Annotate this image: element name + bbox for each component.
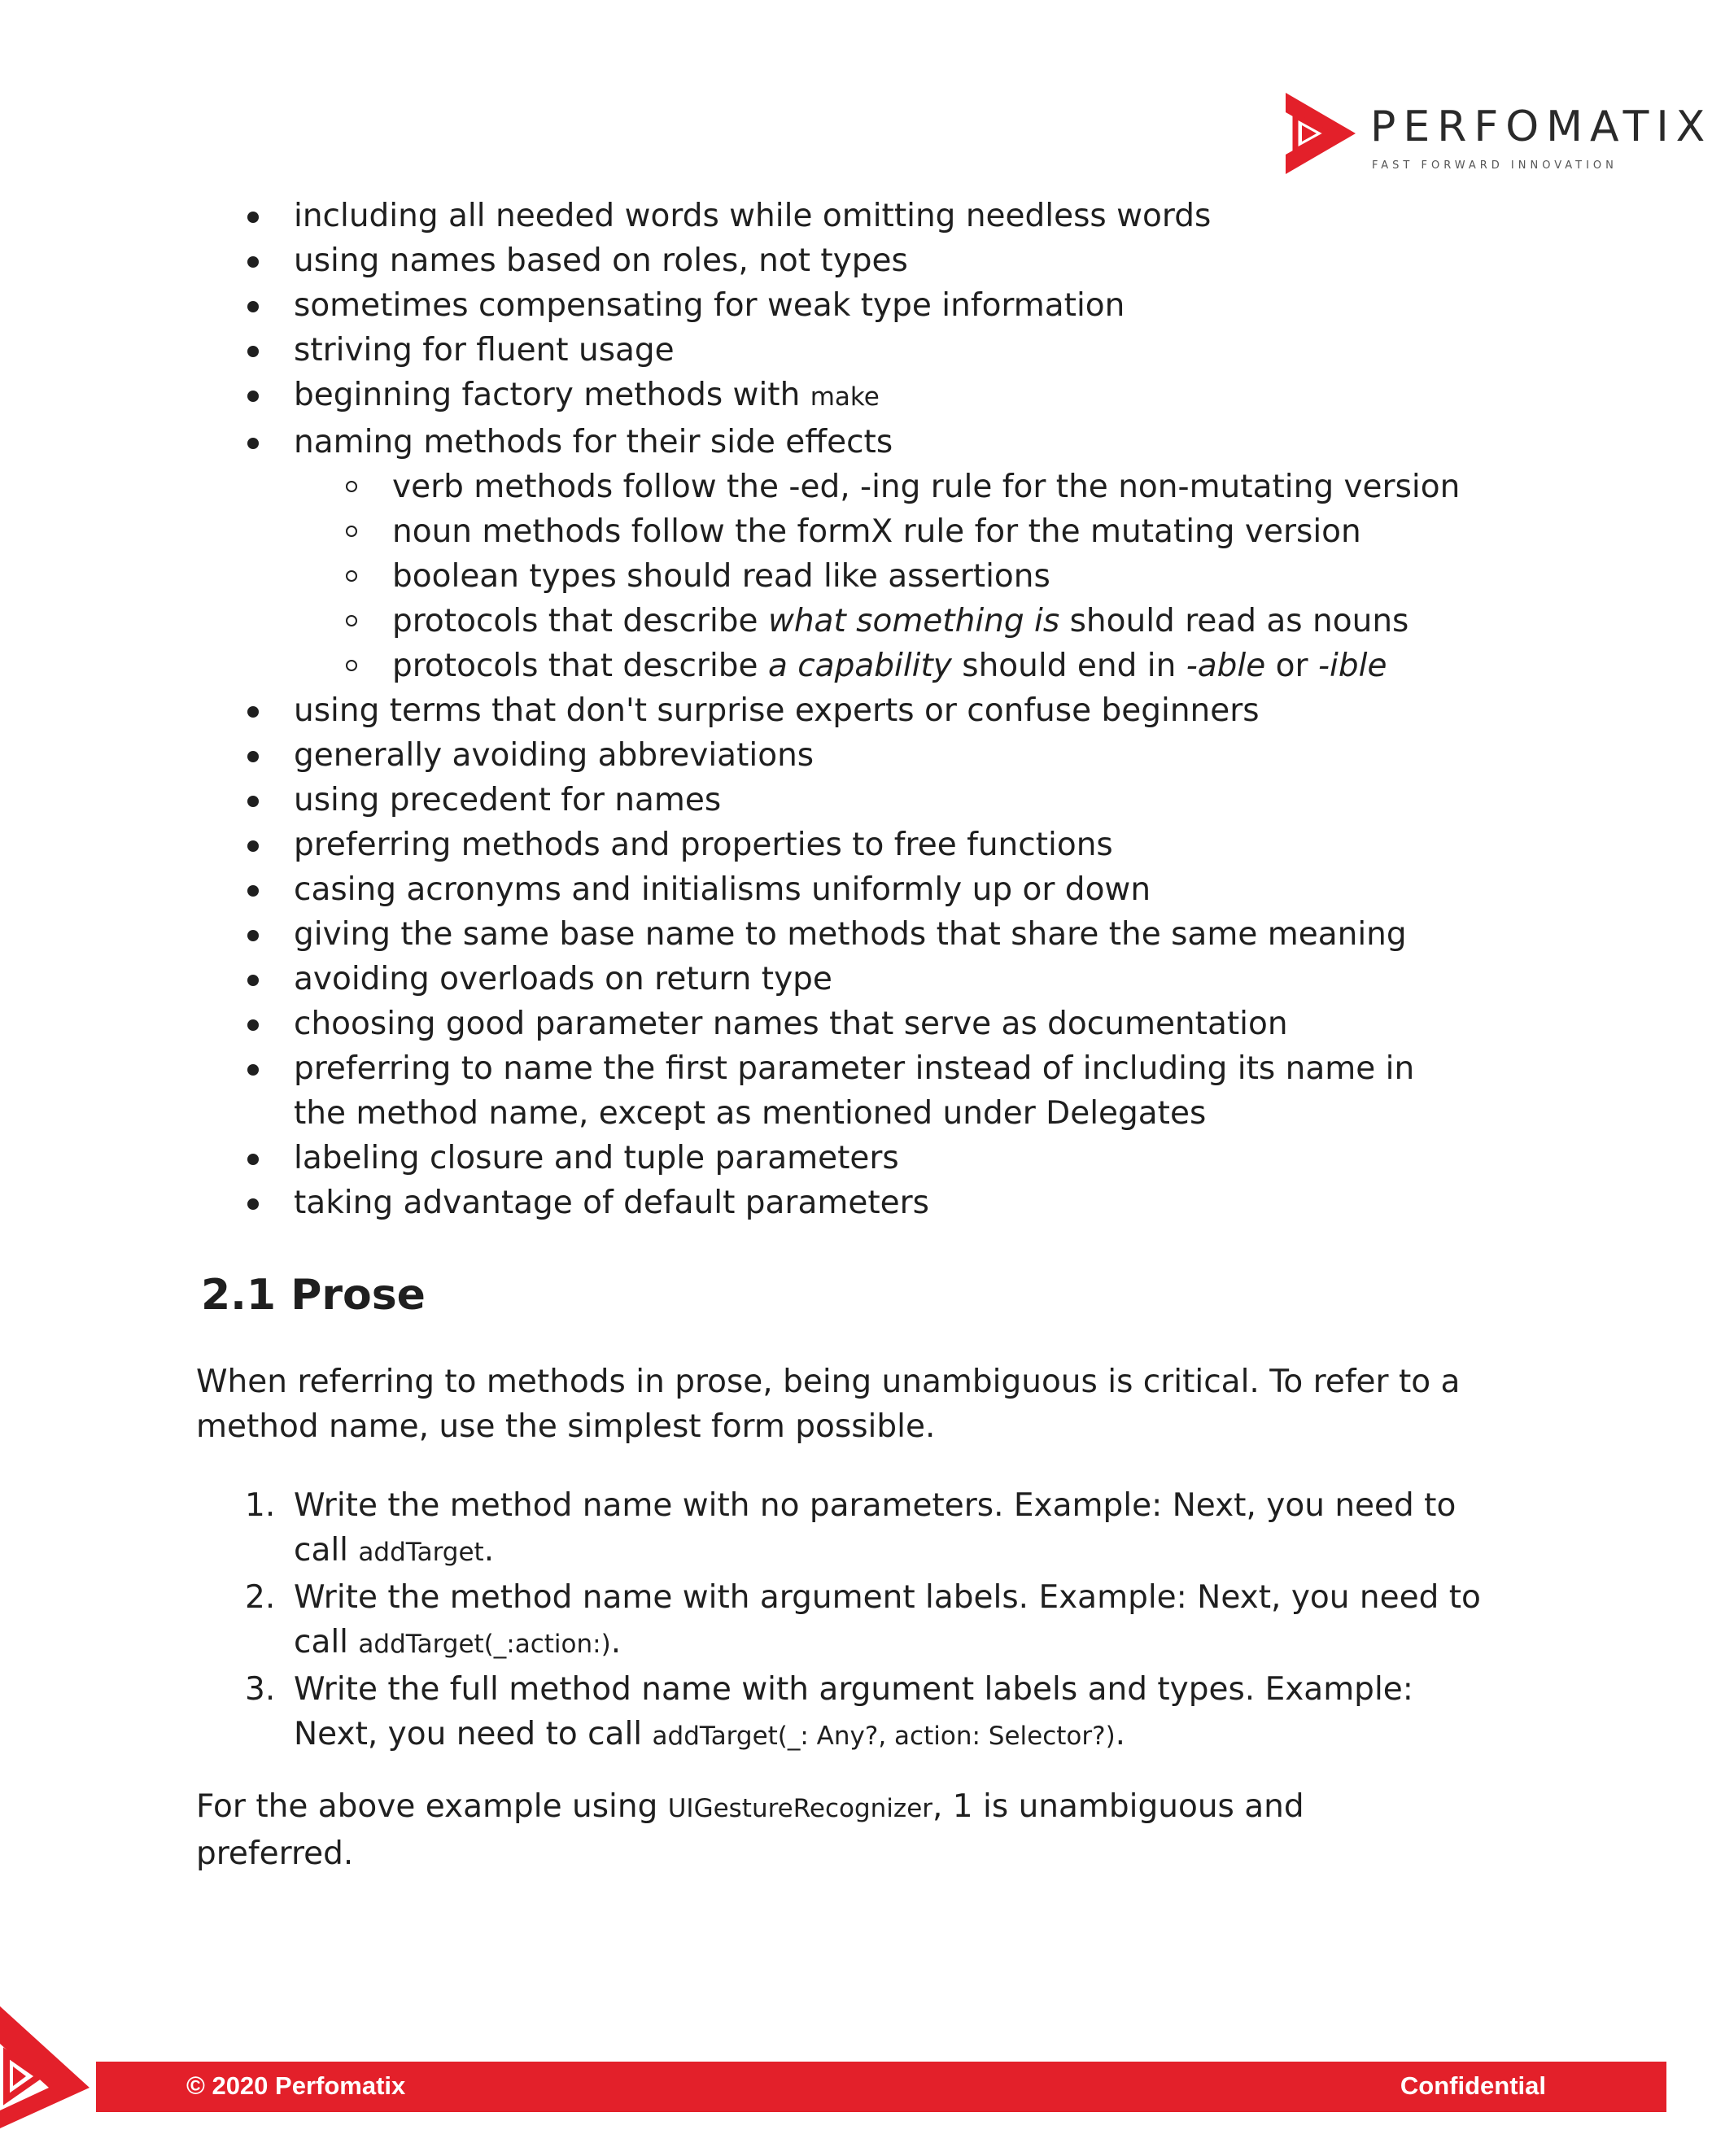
list-item <box>0 373 1546 420</box>
inline-code: addTarget(_:action:) <box>358 1630 611 1659</box>
section-heading: 2.1 Prose <box>201 1271 426 1320</box>
sub-item-text: should read as nouns <box>1059 603 1409 639</box>
list-item: using precedent for names <box>0 778 1546 823</box>
emphasis-text: what something is <box>767 603 1060 639</box>
section-closing <box>196 1784 1465 1876</box>
page-footer <box>0 2006 1666 2128</box>
list-item <box>0 420 1546 688</box>
list-item-text: naming methods for their side effects <box>294 424 893 460</box>
list-item: striving for fluent usage <box>0 328 1546 373</box>
sub-list-item <box>0 599 1546 644</box>
list-item: preferring to name the first parameter instead of including its name in the method name, except as mentioned under Delegates <box>0 1046 1433 1136</box>
sub-list-item: verb methods follow the -ed, -ing rule for the non-mutating version <box>0 465 1546 509</box>
step-item <box>0 1483 1505 1575</box>
list-item-text: beginning factory methods with <box>294 377 810 413</box>
step-number: 3. <box>245 1671 276 1708</box>
guidelines-list <box>0 194 1546 1225</box>
step-text: Write the method name with argument labels. Example: Next, you need to call <box>294 1579 1481 1661</box>
step-item <box>0 1575 1505 1667</box>
step-number: 2. <box>245 1579 276 1616</box>
list-item: casing acronyms and initialisms uniformly up or down <box>0 867 1546 912</box>
inline-code: make <box>810 382 880 412</box>
list-item: using names based on roles, not types <box>0 238 1546 283</box>
list-item: labeling closure and tuple parameters <box>0 1136 1546 1181</box>
list-item: giving the same base name to methods that share the same meaning <box>0 912 1546 957</box>
side-effects-sublist <box>0 465 1546 688</box>
sub-item-text: protocols that describe <box>392 603 768 639</box>
brand-tagline: FAST FORWARD INNOVATION <box>1372 159 1618 172</box>
sub-item-text: protocols that describe <box>392 648 768 684</box>
perfomatix-logo-icon <box>1284 91 1357 176</box>
footer-copyright: © 2020 Perfomatix <box>186 2071 406 2100</box>
step-item <box>0 1667 1505 1759</box>
brand-name: PERFOMATIX <box>1370 103 1712 151</box>
list-item: taking advantage of default parameters <box>0 1181 1546 1225</box>
section-intro: When referring to methods in prose, being unambiguous is critical. To refer to a method name, use the simplest form possible. <box>196 1364 1461 1445</box>
step-end: . <box>1115 1716 1126 1752</box>
list-item: including all needed words while omitting needless words <box>0 194 1546 238</box>
inline-code: UIGestureRecognizer <box>667 1794 933 1823</box>
sub-item-text: or <box>1265 648 1318 684</box>
list-item: choosing good parameter names that serve as documentation <box>0 1002 1546 1046</box>
perfomatix-logo <box>1284 88 1712 177</box>
list-item: preferring methods and properties to free functions <box>0 823 1546 867</box>
list-item: sometimes compensating for weak type information <box>0 283 1546 328</box>
emphasis-text: -ible <box>1317 648 1387 684</box>
list-item: generally avoiding abbreviations <box>0 733 1546 778</box>
step-end: . <box>610 1624 622 1661</box>
perfomatix-footer-icon <box>0 2006 122 2128</box>
steps-list <box>0 1483 1505 1759</box>
inline-code: addTarget(_: Any?, action: Selector?) <box>652 1722 1116 1751</box>
step-text: Write the full method name with argument labels and types. Example: Next, you need to call <box>294 1671 1413 1752</box>
inline-code: addTarget <box>358 1538 484 1567</box>
sub-item-text: should end in <box>951 648 1186 684</box>
step-text: Write the method name with no parameters. Example: Next, you need to call <box>294 1487 1457 1569</box>
closing-text: For the above example using <box>196 1788 668 1825</box>
sub-list-item: boolean types should read like assertions <box>0 554 1546 599</box>
step-number: 1. <box>245 1487 276 1524</box>
emphasis-text: -able <box>1186 648 1266 684</box>
closing-text: , 1 is unambiguous and preferred. <box>196 1788 1304 1872</box>
step-end: . <box>483 1532 495 1569</box>
emphasis-text: a capability <box>767 648 952 684</box>
list-item: avoiding overloads on return type <box>0 957 1546 1002</box>
sub-list-item <box>0 644 1546 688</box>
sub-list-item: noun methods follow the formX rule for the mutating version <box>0 509 1546 554</box>
list-item: using terms that don't surprise experts or confuse beginners <box>0 688 1546 733</box>
footer-confidential: Confidential <box>1400 2071 1546 2100</box>
